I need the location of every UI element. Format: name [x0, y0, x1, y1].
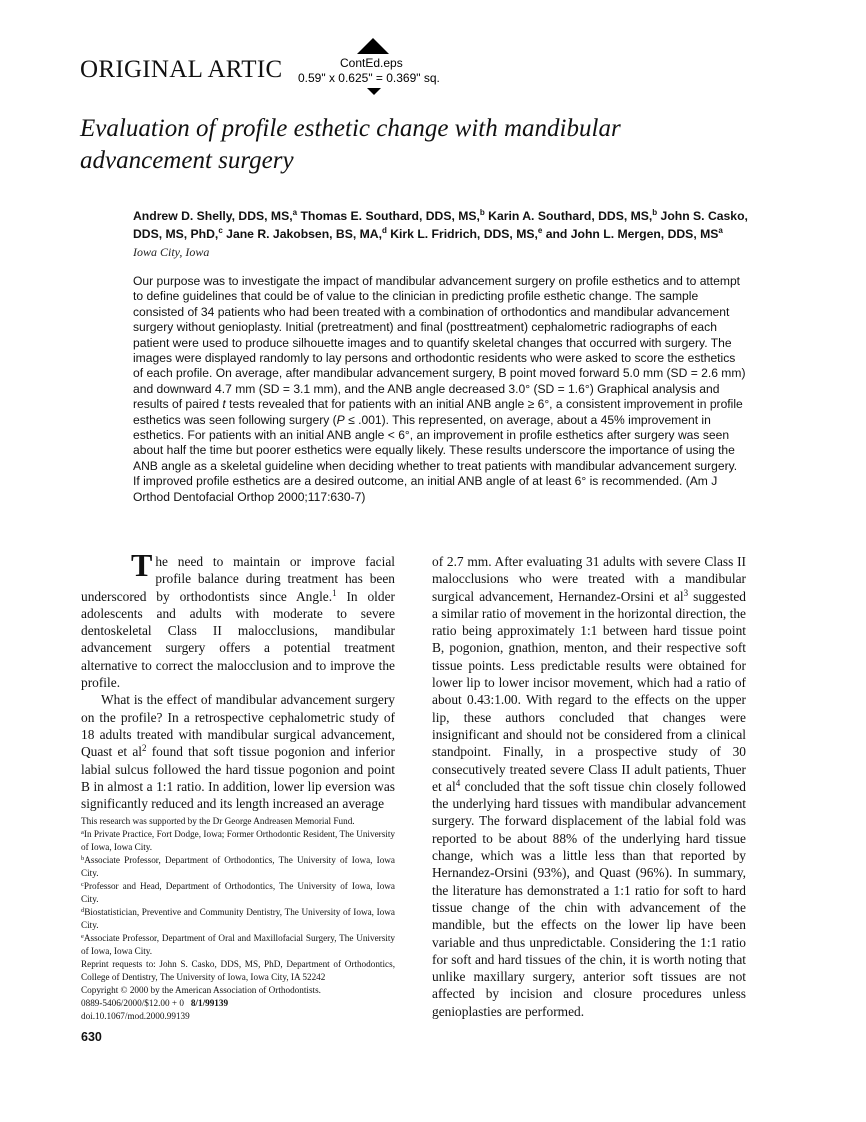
author: Karin A. Southard, DDS, MS, — [488, 209, 653, 223]
author: John S. Casko, DDS, MS, PhD, — [133, 209, 748, 241]
affiliation-note — [81, 854, 395, 880]
affiliation-text: Associate Professor, Department of Orthodontics, The University of Iowa, Iowa City. — [81, 855, 395, 878]
issn: 0889-5406/2000/$12.00 + 0 — [81, 998, 184, 1008]
article-code: 8/1/99139 — [190, 998, 229, 1008]
affiliation-text: Associate Professor, Department of Oral and Maxillofacial Surgery, The University of Iowa, Iowa City. — [81, 933, 395, 956]
affiliation-marker: b — [652, 208, 658, 217]
reference-marker: 2 — [142, 743, 147, 754]
affiliation-note — [81, 880, 395, 906]
author-list — [133, 207, 763, 243]
abstract — [133, 274, 747, 505]
affiliation-note — [81, 932, 395, 958]
author: Kirk L. Fridrich, DDS, MS, — [390, 227, 538, 241]
affiliation-note — [81, 828, 395, 854]
abstract-italic: t — [222, 397, 226, 412]
triangle-down-icon — [367, 88, 381, 95]
affiliation-marker: b — [479, 208, 485, 217]
body-text: found that soft tissue pogonion and inferior labial sulcus followed the hard tissue pogonion and point B in almost a 1:1 ratio. In addition, lower lip eversion was significantly reduced and its length increased an average — [81, 744, 395, 812]
abstract-italic: P — [336, 412, 345, 427]
placeholder-dimensions: 0.59" x 0.625" = 0.369" sq. — [298, 71, 440, 85]
placeholder-filename: ContEd.eps — [340, 56, 403, 70]
section-label: ORIGINAL ARTIC — [80, 56, 283, 83]
abstract-text: Our purpose was to investigate the impact of mandibular advancement surgery on profile esthetics and to attempt to define guidelines that could be of value to the clinician in predicting profile esthetic change. The sample consisted of 34 patients who had been treated with a combination of orthodontics and mandibular advancement surgery without genioplasty. Initial (pretreatment) and final (posttreatment) cephalometric radiographs of each patient were used to produce silhouette images and to quantify skeletal changes that occurred with surgery. The images were displayed randomly to lay persons and orthodontic residents who were asked to score the esthetics of each profile. On average, after mandibular advancement surgery, B point moved forward 5.0 mm (SD = 2.6 mm) and downward 4.7 mm (SD = 3.1 mm), and the ANB angle decreased 3.0° (SD = 1.6°) Graphical analysis and results of paired — [133, 274, 746, 412]
author: Thomas E. Southard, DDS, MS, — [300, 209, 480, 223]
body-paragraph — [81, 547, 395, 691]
reference-marker: 3 — [683, 587, 689, 598]
affiliation-marker: d — [81, 907, 85, 914]
affiliation-marker: d — [381, 226, 387, 235]
affiliation-marker: e — [81, 933, 84, 940]
triangle-up-icon — [357, 38, 389, 54]
affiliation-text: In Private Practice, Fort Dodge, Iowa; Former Orthodontic Resident, The University of Iowa, Iowa City. — [81, 829, 395, 852]
body-text: suggested a similar ratio of movement in the horizontal direction, the ratio being approximately 1:1 between hard tissue point B, pogonion, gnathion, menton, and their respective soft tissue points. Less predictable results were obtained for lower lip to lower incisor movement, which had a ratio of about 0.43:1.00. With regard to the effects on the upper lip, these authors concluded that changes were insignificant and should not be considered from a clinical standpoint. Finally, in a prospective study of 30 consecutively treated severe Class II adult patients, Thuer et al — [432, 588, 746, 794]
author-location: Iowa City, Iowa — [133, 245, 210, 259]
abstract-text: tests revealed that for patients with an initial ANB angle ≥ 6°, a consistent improvement in profile esthetics was seen following surgery ( — [133, 397, 743, 427]
figure-placeholder — [298, 38, 458, 98]
footnotes — [81, 815, 395, 1023]
affiliation-marker: a — [718, 226, 723, 235]
body-paragraph — [81, 691, 395, 812]
affiliation-marker: c — [218, 226, 223, 235]
body-text: he need to maintain or improve facial profile balance during treatment has been underscored by orthodontists since Angle. — [81, 554, 395, 604]
funding-note: This research was supported by the Dr George Andreasen Memorial Fund. — [81, 816, 355, 826]
affiliation-marker: b — [81, 855, 85, 862]
affiliation-text: Biostatistician, Preventive and Community Dentistry, The University of Iowa, Iowa City. — [81, 907, 395, 930]
reference-marker: 1 — [332, 587, 337, 598]
body-column-right — [432, 553, 746, 1020]
body-text: concluded that the soft tissue chin closely followed the underlying hard tissues with mandibular advancement surgery. The forward displacement of the labial fold was reported to be about 88% of the underlying hard tissue change, which was a little less than that reported by Hernandez-Orsini (93%), and Quast (96%). In summary, the literature has demonstrated a 1:1 ratio for soft to hard tissue change of the chin with advancement of the mandible, but the effects on the lower lip have been variable and thus unpredictable. Considering the 1:1 ratio for soft and hard tissues of the chin, it is worth noting that unlike maxillary surgery, anterior soft tissues are not affected by incision and closure procedures unless genioplasties are performed. — [432, 778, 746, 1019]
body-text: In older adolescents and adults with moderate to severe dentoskeletal Class II malocclusions, mandibular advancement surgery offers a potential treatment alternative to correct the malocclusion and to improve the profile. — [81, 588, 395, 691]
affiliation-note — [81, 906, 395, 932]
body-column-left — [81, 547, 395, 812]
drop-cap: T — [131, 547, 153, 583]
article-title: Evaluation of profile esthetic change with mandibular advancement surgery — [80, 115, 621, 174]
author: Andrew D. Shelly, DDS, MS, — [133, 209, 293, 223]
affiliation-marker: e — [537, 226, 543, 235]
affiliation-marker: a — [81, 829, 84, 836]
author: Jane R. Jakobsen, BS, MA, — [226, 227, 382, 241]
affiliation-text: Professor and Head, Department of Orthodontics, The University of Iowa, Iowa City. — [81, 881, 395, 904]
doi: doi.10.1067/mod.2000.99139 — [81, 1011, 190, 1021]
body-text: What is the effect of mandibular advancement surgery on the profile? In a retrospective cephalometric study of 18 adults treated with mandibular surgical advancement, Quast et al — [81, 692, 395, 760]
issn-line — [81, 997, 395, 1010]
reprint-note: Reprint requests to: John S. Casko, DDS, MS, PhD, Department of Orthodontics, College of Dentistry, The University of Iowa, Iowa City, IA 52242 — [81, 959, 395, 982]
copyright-note: Copyright © 2000 by the American Association of Orthodontists. — [81, 985, 321, 995]
author: and John L. Mergen, DDS, MS — [545, 227, 719, 241]
affiliation-marker: a — [292, 208, 298, 217]
body-text: of 2.7 mm. After evaluating 31 adults with severe Class II malocclusions who were treated with a mandibular surgical advancement, Hernandez-Orsini et al — [432, 554, 746, 604]
body-paragraph — [432, 553, 746, 1020]
page-number: 630 — [81, 1030, 102, 1044]
reference-marker: 4 — [455, 777, 461, 788]
affiliation-marker: c — [81, 881, 84, 888]
abstract-text: ≤ .001). This represented, on average, about a 45% improvement in esthetics. For patients with an initial ANB angle < 6°, an improvement in profile esthetics after surgery was seen about half the time but poorer esthetics were equally likely. These results underscore the importance of using the ANB angle as a skeletal guideline when deciding whether to treat patients with mandibular advancement surgery. If improved profile esthetics are a desired outcome, an initial ANB angle of at least 6° is recommended. (Am J Orthod Dentofacial Orthop 2000;117:630-7) — [133, 412, 738, 504]
